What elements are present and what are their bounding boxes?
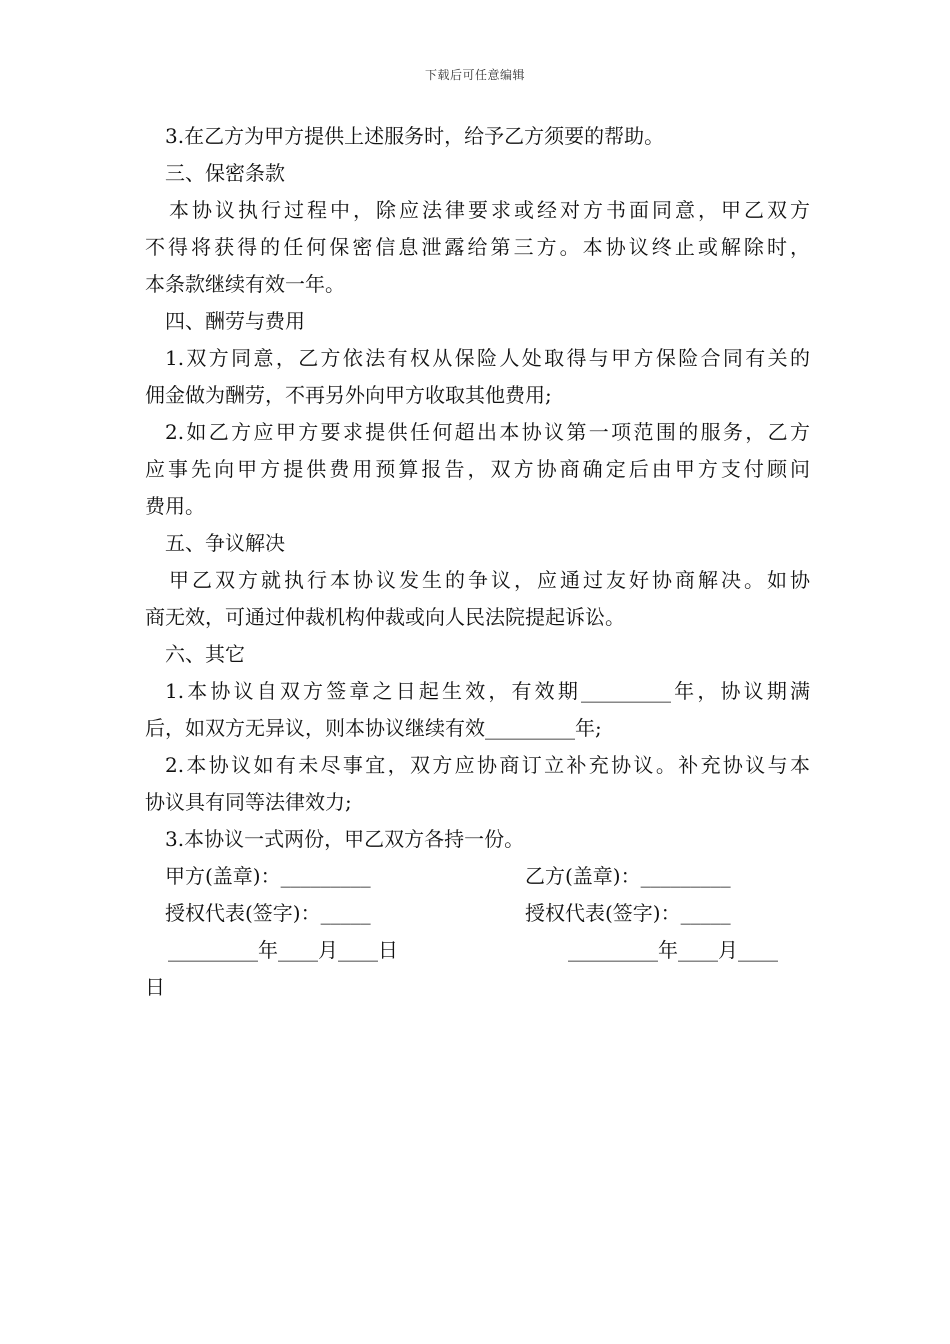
section-heading-confidentiality: 三、保密条款 [165,161,285,185]
party-b-date-day: 日 [145,975,165,999]
paragraph-line: 费用。 [145,494,205,518]
paragraph-line: 1.双方同意，乙方依法有权从保险人处取得与甲方保险合同有关的 [165,346,810,370]
section-heading-compensation: 四、酬劳与费用 [165,309,305,333]
party-b-representative: 授权代表(签字)：_____ [525,901,731,925]
party-b-seal: 乙方(盖章)：_________ [525,864,731,888]
party-a-date: _________年____月____日 [168,938,398,962]
document-body [145,118,810,1006]
section-heading-other: 六、其它 [165,642,245,666]
paragraph-line: 应事先向甲方提供费用预算报告，双方协商确定后由甲方支付顾问 [145,457,810,481]
paragraph-line: 本条款继续有效一年。 [145,272,345,296]
party-b-date: _________年____月____ [568,938,778,962]
paragraph-line: 后，如双方无异议，则本协议继续有效_________年; [145,716,602,740]
party-a-seal: 甲方(盖章)：_________ [165,864,371,888]
paragraph-line: 3.本协议一式两份，甲乙双方各持一份。 [165,827,525,851]
page-header: 下载后可任意编辑 [424,68,525,82]
paragraph-line: 2.本协议如有未尽事宜，双方应协商订立补充协议。补充协议与本 [165,753,810,777]
paragraph-line: 1.本协议自双方签章之日起生效，有效期_________年，协议期满 [165,679,810,703]
party-a-representative: 授权代表(签字)：_____ [165,901,371,925]
paragraph-line: 协议具有同等法律效力; [145,790,352,814]
date-row [145,932,810,969]
paragraph-line: 本协议执行过程中，除应法律要求或经对方书面同意，甲乙双方 [169,198,810,222]
paragraph-line: 佣金做为酬劳，不再另外向甲方收取其他费用; [145,383,552,407]
seal-row [145,858,810,895]
section-heading-dispute: 五、争议解决 [165,531,285,555]
paragraph-line: 2.如乙方应甲方要求提供任何超出本协议第一项范围的服务，乙方 [165,420,810,444]
clause-3-3: 3.在乙方为甲方提供上述服务时，给予乙方须要的帮助。 [165,124,665,148]
representative-row [145,895,810,932]
paragraph-line: 商无效，可通过仲裁机构仲裁或向人民法院提起诉讼。 [145,605,625,629]
paragraph-line: 不得将获得的任何保密信息泄露给第三方。本协议终止或解除时， [145,235,810,259]
paragraph-line: 甲乙双方就执行本协议发生的争议，应通过友好协商解决。如协 [169,568,810,592]
